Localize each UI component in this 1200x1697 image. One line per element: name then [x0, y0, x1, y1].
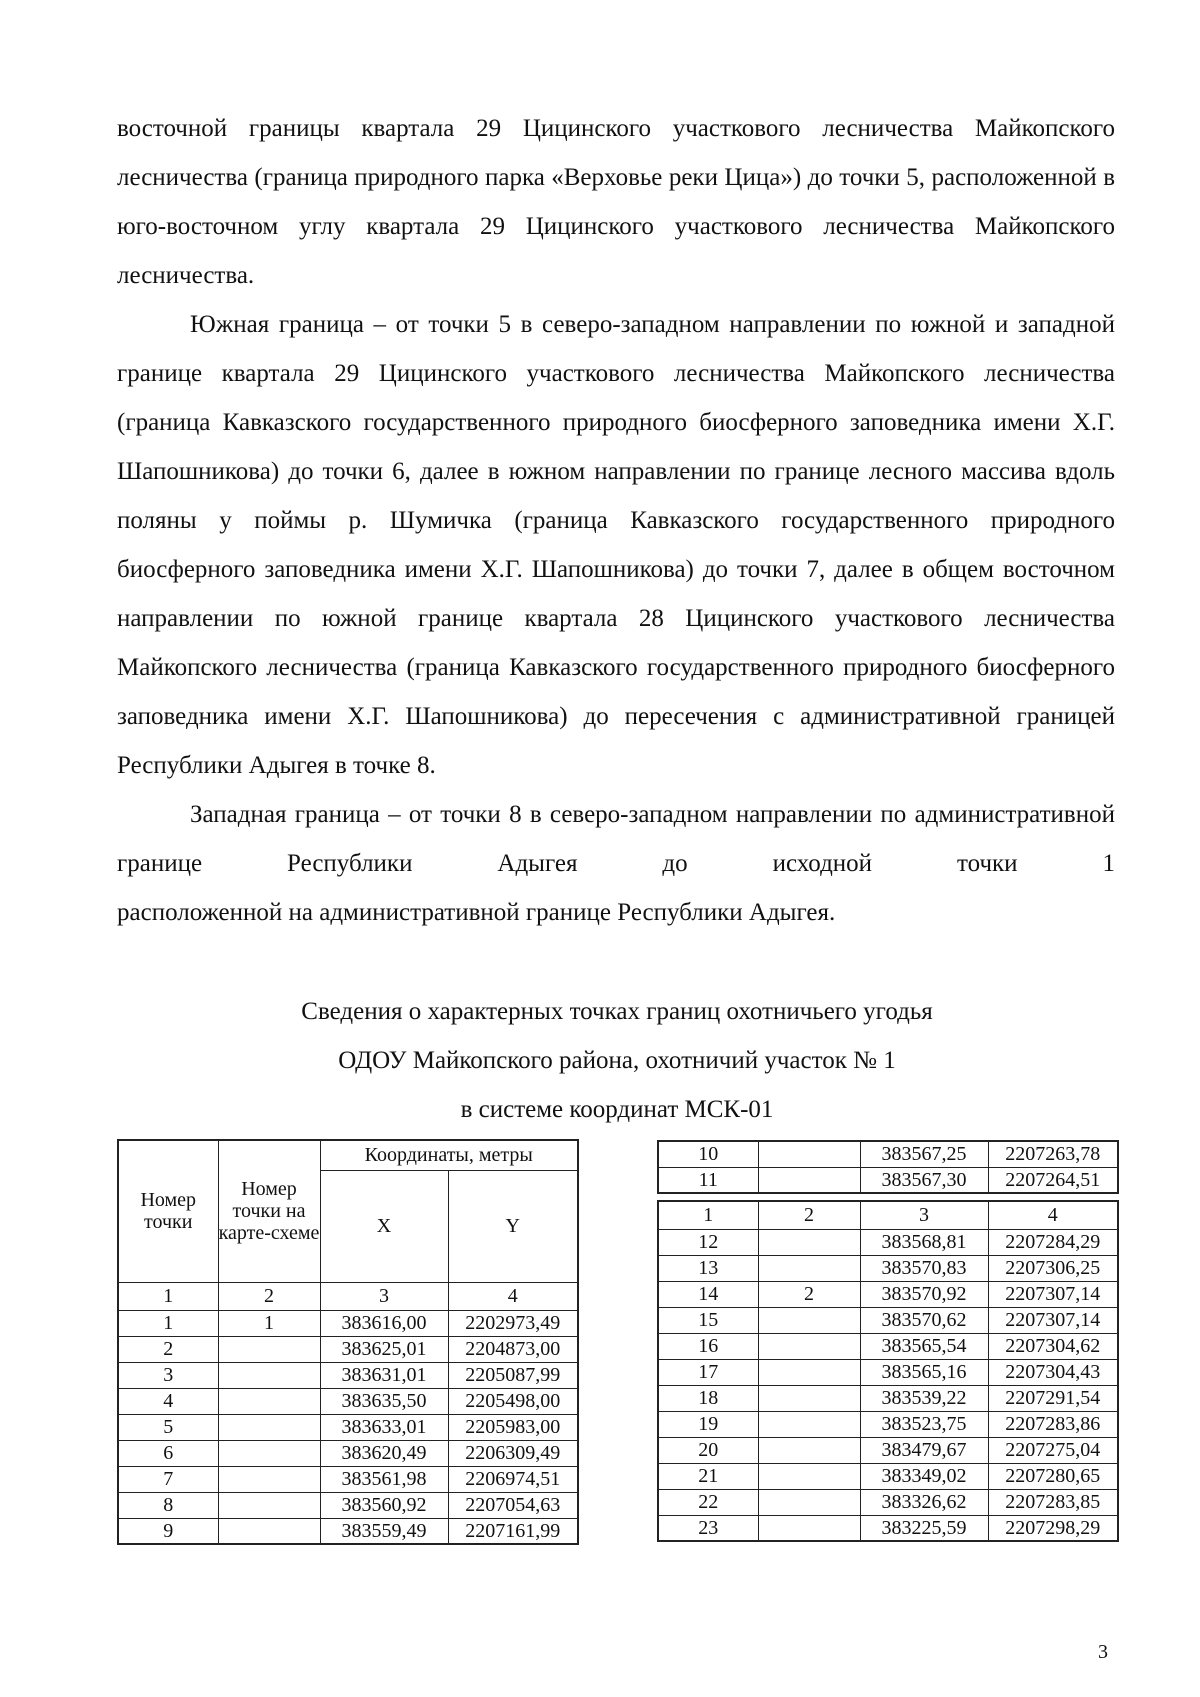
y-coordinate-cell: 2207264,51 [988, 1167, 1118, 1193]
x-coordinate-cell: 383567,30 [860, 1167, 988, 1193]
table-row [118, 1440, 578, 1466]
table-row [118, 1518, 578, 1544]
paragraph-west-boundary-end: расположенной на административной границе Республики Адыгея. [117, 899, 836, 926]
x-coordinate-cell: 383565,54 [860, 1333, 988, 1359]
x-coordinate-cell: 383326,62 [860, 1489, 988, 1515]
coordinates-table-right-continuation [657, 1140, 1119, 1194]
x-coordinate-cell: 383225,59 [860, 1515, 988, 1541]
y-coordinate-cell: 2205983,00 [448, 1414, 578, 1440]
point-number-cell: 12 [658, 1229, 758, 1255]
y-coordinate-cell: 2204873,00 [448, 1336, 578, 1362]
point-number-cell: 5 [118, 1414, 218, 1440]
header-col-index: 2 [218, 1282, 320, 1310]
header-col-index: 3 [320, 1282, 448, 1310]
x-coordinate-cell: 383625,01 [320, 1336, 448, 1362]
y-coordinate-cell: 2207291,54 [988, 1385, 1118, 1411]
header-col-index: 4 [988, 1201, 1118, 1229]
point-number-cell: 6 [118, 1440, 218, 1466]
table-row [118, 1466, 578, 1492]
y-coordinate-cell: 2207298,29 [988, 1515, 1118, 1541]
map-point-number-cell [758, 1255, 860, 1281]
table-row [658, 1141, 1118, 1167]
y-coordinate-cell: 2207304,43 [988, 1359, 1118, 1385]
point-number-cell: 18 [658, 1385, 758, 1411]
table-row [118, 1414, 578, 1440]
header-point-number: Номер точки [118, 1140, 218, 1282]
x-coordinate-cell: 383560,92 [320, 1492, 448, 1518]
point-number-cell: 10 [658, 1141, 758, 1167]
table-row [658, 1333, 1118, 1359]
x-coordinate-cell: 383539,22 [860, 1385, 988, 1411]
x-coordinate-cell: 383559,49 [320, 1518, 448, 1544]
y-coordinate-cell: 2207304,62 [988, 1333, 1118, 1359]
header-col-index: 2 [758, 1201, 860, 1229]
y-coordinate-cell: 2207284,29 [988, 1229, 1118, 1255]
y-coordinate-cell: 2207054,63 [448, 1492, 578, 1518]
map-point-number-cell [758, 1333, 860, 1359]
paragraph-west-boundary: Западная граница – от точки 8 в северо-западном направлении по административной границе Республики Адыгея до исходной точки 1 [117, 801, 1115, 877]
y-coordinate-cell: 2207283,86 [988, 1411, 1118, 1437]
map-point-number-cell [218, 1466, 320, 1492]
x-coordinate-cell: 383349,02 [860, 1463, 988, 1489]
map-point-number-cell [758, 1515, 860, 1541]
x-coordinate-cell: 383635,50 [320, 1388, 448, 1414]
header-x: X [320, 1170, 448, 1282]
header-y: Y [448, 1170, 578, 1282]
point-number-cell: 2 [118, 1336, 218, 1362]
table-row [658, 1167, 1118, 1193]
map-point-number-cell [758, 1359, 860, 1385]
x-coordinate-cell: 383570,92 [860, 1281, 988, 1307]
point-number-cell: 9 [118, 1518, 218, 1544]
header-col-index: 4 [448, 1282, 578, 1310]
point-number-cell: 16 [658, 1333, 758, 1359]
x-coordinate-cell: 383570,62 [860, 1307, 988, 1333]
header-map-point-number: Номер точки на карте-схеме [218, 1140, 320, 1282]
map-point-number-cell [758, 1307, 860, 1333]
table-row [118, 1336, 578, 1362]
y-coordinate-cell: 2207275,04 [988, 1437, 1118, 1463]
paragraph-south-boundary: Южная граница – от точки 5 в северо-западном направлении по южной и западной границе квартала 29 Цицинского участкового лесничества Майкопского лесничества (граница Кавказского государственного природного биосферного заповедника имени Х.Г. Шапошникова) до точки 6, далее в южном направлении по границе лесного массива вдоль поляны у поймы р. Шумичка (граница Кавказского государственного природного биосферного заповедника имени Х.Г. Шапошникова) до точки 7, далее в общем восточном направлении по южной границе квартала 28 Цицинского участкового лесничества Майкопского лесничества (граница Кавказского государственного природного биосферного заповедника имени Х.Г. Шапошникова) до пересечения с административной границей Республики Адыгея в точке 8. [117, 311, 1115, 779]
header-col-index: 1 [118, 1282, 218, 1310]
table-row [658, 1307, 1118, 1333]
x-coordinate-cell: 383523,75 [860, 1411, 988, 1437]
page-number: 3 [1098, 1641, 1108, 1663]
y-coordinate-cell: 2207161,99 [448, 1518, 578, 1544]
point-number-cell: 8 [118, 1492, 218, 1518]
table-row [118, 1388, 578, 1414]
x-coordinate-cell: 383633,01 [320, 1414, 448, 1440]
map-point-number-cell [218, 1388, 320, 1414]
point-number-cell: 15 [658, 1307, 758, 1333]
table-row [658, 1281, 1118, 1307]
y-coordinate-cell: 2205498,00 [448, 1388, 578, 1414]
y-coordinate-cell: 2206974,51 [448, 1466, 578, 1492]
table-row [658, 1385, 1118, 1411]
map-point-number-cell [758, 1489, 860, 1515]
x-coordinate-cell: 383479,67 [860, 1437, 988, 1463]
header-col-index: 1 [658, 1201, 758, 1229]
map-point-number-cell: 1 [218, 1310, 320, 1336]
table-row [118, 1492, 578, 1518]
map-point-number-cell [758, 1463, 860, 1489]
x-coordinate-cell: 383565,16 [860, 1359, 988, 1385]
table-row [118, 1310, 578, 1336]
map-point-number-cell [218, 1414, 320, 1440]
point-number-cell: 23 [658, 1515, 758, 1541]
x-coordinate-cell: 383570,83 [860, 1255, 988, 1281]
y-coordinate-cell: 2207307,14 [988, 1281, 1118, 1307]
point-number-cell: 21 [658, 1463, 758, 1489]
header-coordinates: Координаты, метры [320, 1140, 578, 1170]
header-col-index: 3 [860, 1201, 988, 1229]
coordinates-table-right [657, 1200, 1119, 1542]
point-number-cell: 20 [658, 1437, 758, 1463]
y-coordinate-cell: 2207263,78 [988, 1141, 1118, 1167]
map-point-number-cell [758, 1141, 860, 1167]
point-number-cell: 4 [118, 1388, 218, 1414]
y-coordinate-cell: 2202973,49 [448, 1310, 578, 1336]
point-number-cell: 11 [658, 1167, 758, 1193]
table-row [658, 1359, 1118, 1385]
x-coordinate-cell: 383616,00 [320, 1310, 448, 1336]
y-coordinate-cell: 2207306,25 [988, 1255, 1118, 1281]
point-number-cell: 13 [658, 1255, 758, 1281]
map-point-number-cell [218, 1440, 320, 1466]
map-point-number-cell [218, 1362, 320, 1388]
x-coordinate-cell: 383631,01 [320, 1362, 448, 1388]
map-point-number-cell [218, 1492, 320, 1518]
table-row [658, 1463, 1118, 1489]
map-point-number-cell [218, 1336, 320, 1362]
point-number-cell: 19 [658, 1411, 758, 1437]
table-heading-line-2: ОДОУ Майкопского района, охотничий участок № 1 [338, 1047, 896, 1074]
y-coordinate-cell: 2207280,65 [988, 1463, 1118, 1489]
map-point-number-cell [758, 1229, 860, 1255]
x-coordinate-cell: 383568,81 [860, 1229, 988, 1255]
table-row [658, 1437, 1118, 1463]
map-point-number-cell [758, 1385, 860, 1411]
map-point-number-cell [758, 1437, 860, 1463]
table-heading-line-1: Сведения о характерных точках границ охотничьего угодья [301, 998, 933, 1025]
point-number-cell: 22 [658, 1489, 758, 1515]
table-row [658, 1515, 1118, 1541]
y-coordinate-cell: 2206309,49 [448, 1440, 578, 1466]
map-point-number-cell: 2 [758, 1281, 860, 1307]
coordinates-table-left [117, 1139, 579, 1545]
point-number-cell: 3 [118, 1362, 218, 1388]
point-number-cell: 7 [118, 1466, 218, 1492]
x-coordinate-cell: 383620,49 [320, 1440, 448, 1466]
table-row [658, 1229, 1118, 1255]
map-point-number-cell [218, 1518, 320, 1544]
table-row [658, 1411, 1118, 1437]
point-number-cell: 14 [658, 1281, 758, 1307]
body-text [117, 104, 1115, 937]
table-row [658, 1255, 1118, 1281]
x-coordinate-cell: 383567,25 [860, 1141, 988, 1167]
table-heading-line-3: в системе координат МСК-01 [460, 1096, 774, 1123]
map-point-number-cell [758, 1167, 860, 1193]
point-number-cell: 17 [658, 1359, 758, 1385]
map-point-number-cell [758, 1411, 860, 1437]
point-number-cell: 1 [118, 1310, 218, 1336]
y-coordinate-cell: 2207283,85 [988, 1489, 1118, 1515]
paragraph-east-boundary-end: восточной границы квартала 29 Цицинского участкового лесничества Майкопского лесничества (граница природного парка «Верховье реки Цица») до точки 5, расположенной в юго-восточном углу квартала 29 Цицинского участкового лесничества Майкопского лесничества. [117, 115, 1115, 289]
y-coordinate-cell: 2207307,14 [988, 1307, 1118, 1333]
x-coordinate-cell: 383561,98 [320, 1466, 448, 1492]
table-row [118, 1362, 578, 1388]
table-row [658, 1489, 1118, 1515]
y-coordinate-cell: 2205087,99 [448, 1362, 578, 1388]
